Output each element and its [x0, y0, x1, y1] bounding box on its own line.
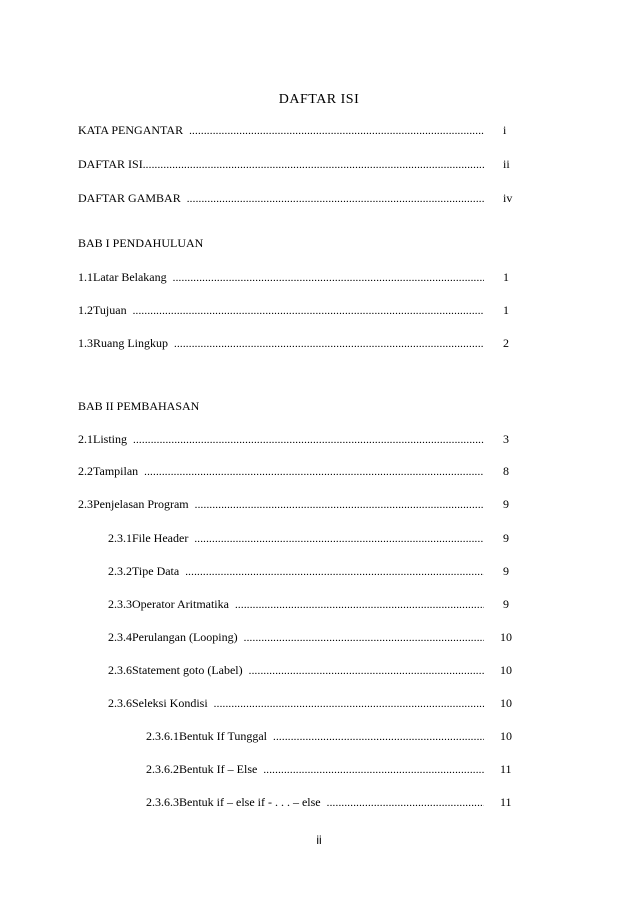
- toc-page-number: 9: [503, 564, 509, 578]
- section-number: 2.3.2: [108, 564, 132, 578]
- toc-entry-kata-pengantar[interactable]: [78, 121, 486, 139]
- leader-dots: [214, 695, 484, 713]
- section-number: 2.3.6.1: [146, 729, 179, 743]
- chapter-heading: BAB I PENDAHULUAN: [78, 236, 204, 250]
- leader-dots: [189, 122, 484, 140]
- section-number: 2.3.6.3: [146, 795, 179, 809]
- leader-dots: [249, 662, 484, 680]
- leader-dots: [194, 530, 484, 548]
- toc-page-number: 10: [500, 696, 512, 710]
- section-number: 2.3.6: [108, 696, 132, 710]
- toc-subentry[interactable]: [108, 529, 486, 547]
- toc-page-number: 1: [503, 270, 509, 284]
- section-number: 2.3.3: [108, 597, 132, 611]
- leader-dots: [327, 794, 484, 812]
- toc-page-number: 11: [500, 762, 512, 776]
- toc-label: Bentuk If Tunggal: [179, 729, 268, 743]
- toc-page-number: 10: [500, 663, 512, 677]
- toc-label: Perulangan (Looping): [132, 630, 238, 644]
- toc-subsubentry[interactable]: [146, 727, 486, 745]
- leader-dots: [173, 269, 484, 287]
- toc-label: DAFTAR GAMBAR: [78, 191, 181, 205]
- leader-dots: [144, 463, 484, 481]
- toc-label: Seleksi Kondisi: [132, 696, 208, 710]
- section-number: 1.1: [78, 270, 93, 284]
- toc-page-number: i: [503, 123, 507, 137]
- leader-dots: [185, 563, 484, 581]
- section-number: 1.2: [78, 303, 93, 317]
- toc-label: Bentuk If – Else: [179, 762, 258, 776]
- toc-label: Ruang Lingkup: [93, 336, 168, 350]
- page-title: DAFTAR ISI: [278, 92, 360, 107]
- section-number: 2.3.6: [108, 663, 132, 677]
- toc-page-number: 8: [503, 464, 509, 478]
- section-number: 2.3.4: [108, 630, 132, 644]
- page-number-footer: ii: [316, 833, 322, 847]
- toc-label: Latar Belakang: [93, 270, 167, 284]
- toc-label: Listing: [93, 432, 128, 446]
- toc-page-number: 2: [503, 336, 509, 350]
- section-number: 2.1: [78, 432, 93, 446]
- leader-dots: [133, 431, 484, 449]
- leader-dots: [174, 335, 484, 353]
- toc-subentry[interactable]: [108, 628, 486, 646]
- leader-dots: [263, 761, 484, 779]
- toc-label: DAFTAR ISI: [78, 157, 143, 171]
- section-number: 2.2: [78, 464, 93, 478]
- leader-dots: [235, 596, 484, 614]
- toc-page-number: 3: [503, 432, 509, 446]
- leader-dots: [187, 190, 484, 208]
- chapter-heading: BAB II PEMBAHASAN: [78, 399, 200, 413]
- toc-label: Tujuan: [93, 303, 127, 317]
- leader-dots: [273, 728, 484, 746]
- toc-entry[interactable]: [78, 334, 486, 352]
- toc-page-number: iv: [503, 191, 513, 205]
- toc-label: KATA PENGANTAR: [78, 123, 184, 137]
- toc-page-number: 11: [500, 795, 512, 809]
- toc-entry-daftar-gambar[interactable]: [78, 189, 486, 207]
- toc-entry[interactable]: [78, 495, 486, 513]
- toc-subentry[interactable]: [108, 661, 486, 679]
- toc-entry-daftar-isi[interactable]: [78, 155, 486, 173]
- toc-page-number: 9: [503, 497, 509, 511]
- toc-label: Statement goto (Label): [132, 663, 243, 677]
- toc-subentry[interactable]: [108, 562, 486, 580]
- toc-label: Penjelasan Program: [93, 497, 189, 511]
- toc-subsubentry[interactable]: [146, 793, 486, 811]
- section-number: 2.3.6.2: [146, 762, 179, 776]
- toc-subentry[interactable]: [108, 694, 486, 712]
- toc-page-number: 10: [500, 729, 512, 743]
- toc-page-number: 10: [500, 630, 512, 644]
- toc-label: File Header: [132, 531, 189, 545]
- toc-subentry[interactable]: [108, 595, 486, 613]
- toc-page-number: 9: [503, 597, 509, 611]
- section-number: 2.3.1: [108, 531, 132, 545]
- leader-dots: [133, 302, 484, 320]
- toc-label: Tampilan: [93, 464, 139, 478]
- toc-entry[interactable]: [78, 462, 486, 480]
- toc-page-number: 9: [503, 531, 509, 545]
- toc-label: Tipe Data: [132, 564, 180, 578]
- toc-page-number: 1: [503, 303, 509, 317]
- toc-page-number: ii: [503, 157, 510, 171]
- toc-entry[interactable]: [78, 430, 486, 448]
- leader-dots: [143, 156, 484, 174]
- toc-entry[interactable]: [78, 301, 486, 319]
- toc-label: Operator Aritmatika: [132, 597, 229, 611]
- leader-dots: [195, 496, 484, 514]
- section-number: 1.3: [78, 336, 93, 350]
- toc-subsubentry[interactable]: [146, 760, 486, 778]
- toc-label: Bentuk if – else if - . . . – else: [179, 795, 321, 809]
- toc-entry[interactable]: [78, 268, 486, 286]
- section-number: 2.3: [78, 497, 93, 511]
- leader-dots: [244, 629, 484, 647]
